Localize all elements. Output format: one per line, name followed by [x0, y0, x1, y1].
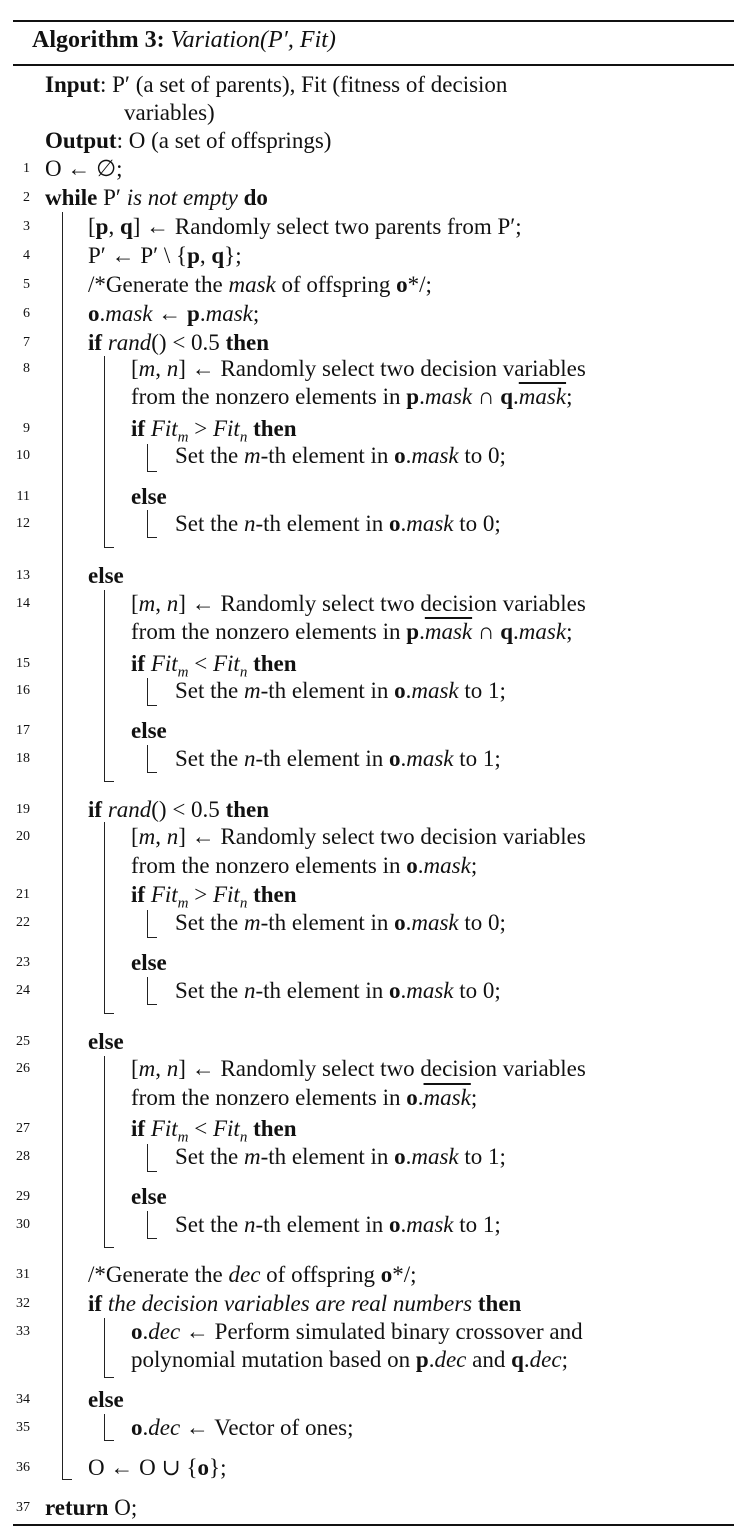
line-number: 18 [16, 751, 30, 766]
line-number: 35 [16, 1420, 30, 1435]
input-line [45, 70, 507, 100]
line-text: [m, n] ← Randomly select two decision variables [131, 824, 586, 849]
line-number: 4 [23, 248, 30, 263]
line-number: 29 [16, 1189, 30, 1204]
line-number: 6 [23, 306, 30, 321]
line-text: if Fit$_m$ < Fit$_n$ then [131, 1116, 297, 1146]
line-number: 27 [16, 1121, 30, 1136]
block-bar [147, 1144, 148, 1172]
line-number: 7 [23, 335, 30, 350]
line-number: 36 [16, 1460, 30, 1475]
line-text: else [131, 718, 167, 743]
block-bar [62, 212, 63, 1480]
block-bar [147, 977, 148, 1005]
block-hook [104, 1440, 114, 1441]
line-number: 33 [16, 1324, 30, 1339]
block-bar [104, 356, 105, 548]
line-number: 28 [16, 1149, 30, 1164]
line-text: /*Generate the dec of offspring o*/; [88, 1262, 417, 1287]
line-text: else [88, 1029, 124, 1054]
line-text: o.dec ← Perform simulated binary crossover and [131, 1319, 583, 1344]
block-bar [104, 1056, 105, 1248]
line-text: O ← O ∪ {o}; [88, 1455, 227, 1480]
block-hook [147, 1004, 157, 1005]
line-number: 10 [16, 448, 30, 463]
line-number: 1 [23, 161, 30, 176]
line-number: 9 [23, 421, 30, 436]
line-text: if Fit$_m$ < Fit$_n$ then [131, 651, 297, 681]
line-number: 30 [16, 1217, 30, 1232]
input-text: : P′ (a set of parents), Fit (fitness of decision [99, 72, 508, 97]
line-text: polynomial mutation based on p.dec and q.dec; [131, 1347, 568, 1372]
line-number: 2 [23, 190, 30, 205]
block-hook [147, 1238, 157, 1239]
line-number: 5 [23, 277, 30, 292]
line-text: o.mask ← p.mask; [88, 301, 260, 326]
block-bar [147, 678, 148, 706]
line-text: if rand() < 0.5 then [88, 797, 270, 822]
line-number: 17 [16, 723, 30, 738]
top-rule [13, 20, 734, 22]
block-hook [62, 1479, 72, 1480]
line-text: return O; [45, 1495, 138, 1520]
line-text: from the nonzero elements in o.mask; [131, 853, 478, 878]
line-number: 19 [16, 802, 30, 817]
line-text: O ← ∅; [45, 156, 123, 181]
block-hook [104, 1247, 114, 1248]
input-continuation [124, 98, 215, 128]
line-text: o.dec ← Vector of ones; [131, 1415, 354, 1440]
line-text: Set the n-th element in o.mask to 0; [175, 511, 501, 536]
line-number: 11 [16, 489, 30, 504]
line-number: 12 [16, 516, 30, 531]
input-cont-text: variables) [124, 100, 215, 125]
block-bar [104, 1318, 105, 1378]
line-text: else [131, 950, 167, 975]
line-number: 24 [16, 983, 30, 998]
line-text: Set the m-th element in o.mask to 1; [175, 1144, 506, 1169]
block-bar [104, 590, 105, 782]
block-hook [104, 547, 114, 548]
line-text: Set the m-th element in o.mask to 1; [175, 678, 506, 703]
line-text: Set the m-th element in o.mask to 0; [175, 443, 506, 468]
line-text: else [88, 1387, 124, 1412]
line-text: else [88, 563, 124, 588]
block-hook [147, 537, 157, 538]
line-number: 13 [16, 568, 30, 583]
block-bar [104, 822, 105, 1014]
line-number: 16 [16, 683, 30, 698]
block-hook [147, 1171, 157, 1172]
block-hook [147, 772, 157, 773]
line-number: 23 [16, 955, 30, 970]
line-number: 34 [16, 1392, 30, 1407]
line-number: 32 [16, 1296, 30, 1311]
line-text: while P′ is not empty do [45, 185, 268, 210]
block-hook [147, 471, 157, 472]
block-bar [147, 745, 148, 773]
line-text: if Fit$_m$ > Fit$_n$ then [131, 882, 297, 912]
line-number: 25 [16, 1034, 30, 1049]
line-text: from the nonzero elements in p.mask ∩ q.mask; [131, 384, 573, 409]
output-line [45, 126, 331, 156]
line-text: from the nonzero elements in p.mask ∩ q.mask; [131, 619, 573, 644]
line-number: 3 [23, 219, 30, 234]
line-text: Set the n-th element in o.mask to 1; [175, 1212, 501, 1237]
line-text: [p, q] ← Randomly select two parents from P′; [88, 214, 522, 239]
output-label: Output [45, 128, 117, 153]
algorithm-name: Variation(P′, Fit) [170, 27, 336, 53]
line-text: [m, n] ← Randomly select two decision variables [131, 1056, 586, 1081]
line-text: from the nonzero elements in o.mask; [131, 1085, 478, 1110]
line-text: else [131, 484, 167, 509]
line-text: [m, n] ← Randomly select two decision variables [131, 591, 586, 616]
line-text: else [131, 1184, 167, 1209]
line-number: 26 [16, 1061, 30, 1076]
line-number: 20 [16, 829, 30, 844]
line-text: if the decision variables are real numbers then [88, 1291, 522, 1316]
algorithm-caption [32, 27, 336, 54]
line-text: P′ ← P′ \ {p, q}; [88, 243, 242, 268]
line-number: 8 [23, 361, 30, 376]
line-text: [m, n] ← Randomly select two decision variables [131, 356, 586, 381]
line-number: 22 [16, 915, 30, 930]
block-hook [147, 705, 157, 706]
line-text: Set the n-th element in o.mask to 1; [175, 746, 501, 771]
block-bar [104, 1414, 105, 1441]
bottom-rule [13, 1524, 734, 1526]
input-label: Input [45, 72, 100, 97]
line-number: 15 [16, 656, 30, 671]
caption-rule [13, 64, 734, 66]
block-hook [104, 1013, 114, 1014]
block-bar [147, 444, 148, 472]
line-text: Set the m-th element in o.mask to 0; [175, 910, 506, 935]
line-text: Set the n-th element in o.mask to 0; [175, 978, 501, 1003]
line-number: 31 [16, 1267, 30, 1282]
line-text: /*Generate the mask of offspring o*/; [88, 272, 432, 297]
block-bar [147, 1211, 148, 1239]
line-number: 14 [16, 596, 30, 611]
algorithm-label: Algorithm 3: [32, 27, 165, 53]
line-number: 37 [16, 1500, 30, 1515]
block-bar [147, 910, 148, 938]
block-hook [104, 781, 114, 782]
block-hook [147, 937, 157, 938]
line-number: 21 [16, 887, 30, 902]
block-bar [147, 510, 148, 538]
line-text: if rand() < 0.5 then [88, 330, 270, 355]
block-hook [104, 1377, 114, 1378]
line-text: if Fit$_m$ > Fit$_n$ then [131, 416, 297, 446]
output-text: : O (a set of offsprings) [116, 128, 332, 153]
